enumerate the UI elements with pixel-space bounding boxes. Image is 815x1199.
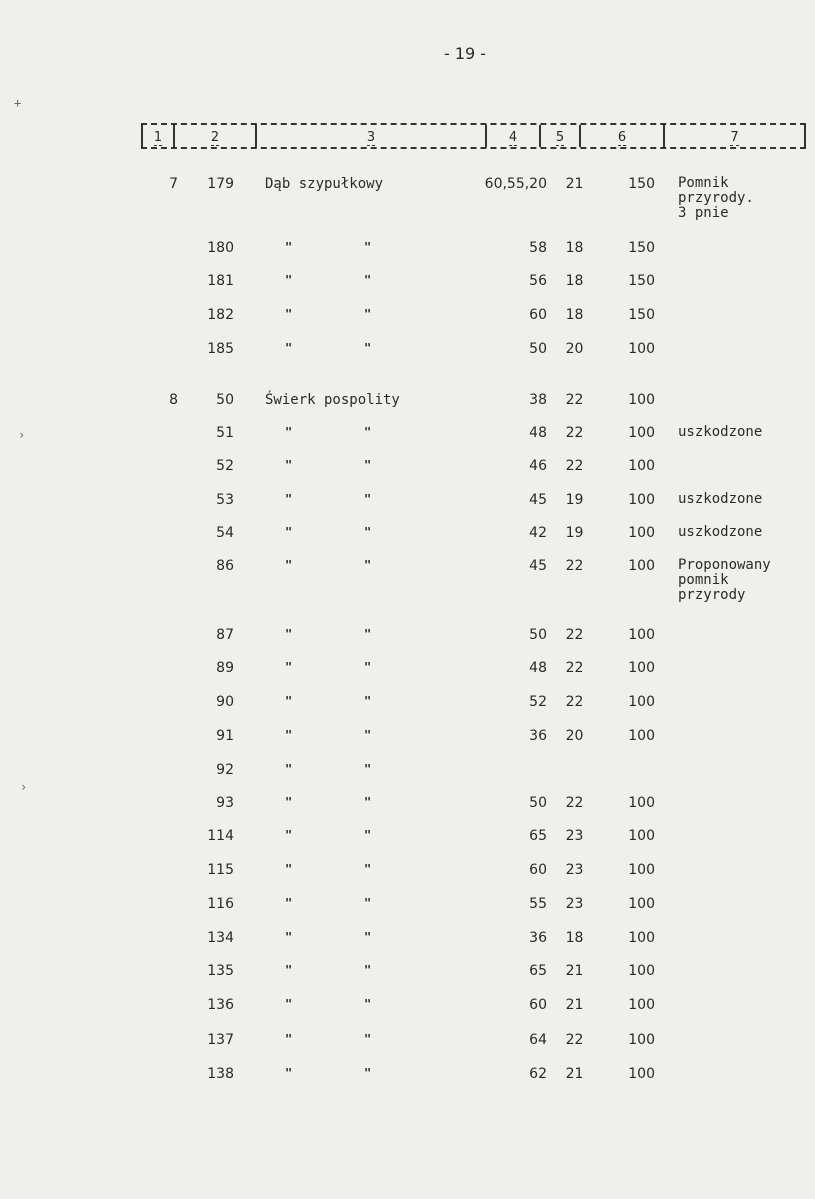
circumference-cell: 60,55,20 — [484, 176, 547, 192]
circumference-cell: 64 — [529, 1032, 547, 1048]
tree-number-cell: 92 — [216, 762, 234, 778]
table-row — [0, 341, 815, 361]
tree-number-cell: 134 — [207, 930, 234, 946]
tree-number-cell: 138 — [207, 1066, 234, 1082]
ditto-mark: " — [285, 273, 293, 287]
tree-number-cell: 180 — [207, 240, 234, 256]
ditto-mark: " — [364, 558, 372, 572]
ditto-mark: " — [364, 240, 372, 254]
circumference-cell: 48 — [529, 660, 547, 676]
tree-number-cell: 114 — [207, 828, 234, 844]
age-cell: 100 — [628, 963, 655, 979]
table-row — [0, 997, 815, 1017]
header-cell-4: 4 — [487, 125, 541, 147]
remarks-cell — [678, 492, 762, 507]
ditto-mark: " — [364, 862, 372, 876]
height-cell: 21 — [565, 176, 584, 192]
circumference-cell: 60 — [529, 862, 547, 878]
species-cell: Dąb szypułkowy — [265, 176, 384, 192]
age-cell: 100 — [628, 1066, 655, 1082]
age-cell: 100 — [628, 341, 655, 357]
age-cell: 100 — [628, 862, 655, 878]
ditto-mark: " — [285, 728, 293, 742]
tree-number-cell: 181 — [207, 273, 234, 289]
ditto-mark: " — [364, 492, 372, 506]
age-cell: 100 — [628, 694, 655, 710]
tree-number-cell: 52 — [216, 458, 234, 474]
ditto-mark: " — [285, 795, 293, 809]
table-row — [0, 425, 815, 445]
height-cell: 22 — [565, 795, 584, 811]
circumference-cell: 65 — [529, 828, 547, 844]
age-cell: 100 — [628, 425, 655, 441]
ditto-mark: " — [285, 828, 293, 842]
circumference-cell: 48 — [529, 425, 547, 441]
circumference-cell: 56 — [529, 273, 547, 289]
tree-number-cell: 93 — [216, 795, 234, 811]
age-cell: 100 — [628, 458, 655, 474]
header-cell-5: 5 — [541, 125, 581, 147]
circumference-cell: 50 — [529, 627, 547, 643]
circumference-cell: 50 — [529, 341, 547, 357]
tree-number-cell: 179 — [207, 176, 234, 192]
ditto-mark: " — [364, 762, 372, 776]
circumference-cell: 36 — [529, 728, 547, 744]
table-row — [0, 240, 815, 260]
species-cell: Świerk pospolity — [265, 392, 400, 408]
height-cell: 21 — [565, 997, 584, 1013]
tree-number-cell: 53 — [216, 492, 234, 508]
circumference-cell: 45 — [529, 558, 547, 574]
table-row — [0, 963, 815, 983]
table-row — [0, 273, 815, 293]
table-row — [0, 728, 815, 748]
ditto-mark: " — [364, 660, 372, 674]
circumference-cell: 58 — [529, 240, 547, 256]
ditto-mark: " — [285, 341, 293, 355]
height-cell: 22 — [565, 627, 584, 643]
page-number: - 19 - — [443, 44, 487, 63]
height-cell: 23 — [565, 896, 584, 912]
height-cell: 22 — [565, 1032, 584, 1048]
tree-number-cell: 87 — [216, 627, 234, 643]
remarks-line: Proponowany — [678, 557, 771, 573]
ditto-mark: " — [364, 694, 372, 708]
circumference-cell: 46 — [529, 458, 547, 474]
tree-number-cell: 115 — [207, 862, 234, 878]
age-cell: 100 — [628, 525, 655, 541]
height-cell: 23 — [565, 828, 584, 844]
remarks-cell — [678, 425, 762, 440]
height-cell: 20 — [565, 341, 584, 357]
circumference-cell: 55 — [529, 896, 547, 912]
ditto-mark: " — [285, 492, 293, 506]
ditto-mark: " — [364, 896, 372, 910]
ditto-mark: " — [364, 728, 372, 742]
tree-number-cell: 51 — [216, 425, 234, 441]
circumference-cell: 60 — [529, 997, 547, 1013]
age-cell: 100 — [628, 558, 655, 574]
height-cell: 22 — [565, 660, 584, 676]
ditto-mark: " — [285, 930, 293, 944]
remarks-line: pomnik — [678, 572, 729, 588]
table-row — [0, 525, 815, 545]
circumference-cell: 38 — [529, 392, 547, 408]
remarks-cell — [678, 558, 771, 603]
ditto-mark: " — [285, 963, 293, 977]
remarks-line: uszkodzone — [678, 424, 763, 440]
ditto-mark: " — [285, 307, 293, 321]
table-row — [0, 862, 815, 882]
age-cell: 100 — [628, 728, 655, 744]
table-row — [0, 392, 815, 412]
ditto-mark: " — [285, 1032, 293, 1046]
circumference-cell: 65 — [529, 963, 547, 979]
height-cell: 23 — [565, 862, 584, 878]
lp-cell: 8 — [169, 392, 178, 408]
tree-number-cell: 136 — [207, 997, 234, 1013]
table-row — [0, 627, 815, 647]
ditto-mark: " — [364, 1032, 372, 1046]
ditto-mark: " — [285, 558, 293, 572]
ditto-mark: " — [285, 1066, 293, 1080]
height-cell: 19 — [565, 492, 584, 508]
table-row — [0, 694, 815, 714]
height-cell: 22 — [565, 694, 584, 710]
header-cell-2: 2 — [175, 125, 257, 147]
ditto-mark: " — [285, 762, 293, 776]
height-cell: 18 — [565, 930, 584, 946]
remarks-line: przyrody — [678, 587, 746, 603]
margin-mark: + — [14, 96, 22, 110]
circumference-cell: 36 — [529, 930, 547, 946]
height-cell: 18 — [565, 273, 584, 289]
table-row — [0, 930, 815, 950]
height-cell: 21 — [565, 1066, 584, 1082]
ditto-mark: " — [364, 627, 372, 641]
remarks-cell — [678, 176, 754, 221]
header-cell-1: 1 — [143, 125, 175, 147]
margin-mark: › — [18, 428, 26, 442]
ditto-mark: " — [364, 341, 372, 355]
tree-number-cell: 50 — [216, 392, 234, 408]
remarks-line: Pomnik — [678, 175, 729, 191]
tree-number-cell: 86 — [216, 558, 234, 574]
age-cell: 150 — [628, 240, 655, 256]
table-row — [0, 557, 815, 603]
circumference-cell: 60 — [529, 307, 547, 323]
table-row — [0, 492, 815, 512]
height-cell: 22 — [565, 558, 584, 574]
lp-cell: 7 — [169, 176, 178, 192]
table-row — [0, 307, 815, 327]
table-row — [0, 1032, 815, 1052]
height-cell: 18 — [565, 307, 584, 323]
age-cell: 100 — [628, 997, 655, 1013]
table-row — [0, 762, 815, 782]
ditto-mark: " — [364, 273, 372, 287]
age-cell: 100 — [628, 1032, 655, 1048]
age-cell: 100 — [628, 627, 655, 643]
ditto-mark: " — [285, 896, 293, 910]
height-cell: 19 — [565, 525, 584, 541]
remarks-line: 3 pnie — [678, 205, 729, 221]
tree-number-cell: 137 — [207, 1032, 234, 1048]
ditto-mark: " — [364, 828, 372, 842]
circumference-cell: 50 — [529, 795, 547, 811]
height-cell: 18 — [565, 240, 584, 256]
ditto-mark: " — [364, 458, 372, 472]
tree-number-cell: 185 — [207, 341, 234, 357]
table-row — [0, 1066, 815, 1086]
tree-number-cell: 135 — [207, 963, 234, 979]
ditto-mark: " — [285, 525, 293, 539]
tree-number-cell: 54 — [216, 525, 234, 541]
table-row — [0, 896, 815, 916]
ditto-mark: " — [285, 240, 293, 254]
age-cell: 100 — [628, 392, 655, 408]
height-cell: 22 — [565, 458, 584, 474]
tree-number-cell: 182 — [207, 307, 234, 323]
ditto-mark: " — [285, 862, 293, 876]
age-cell: 100 — [628, 795, 655, 811]
age-cell: 150 — [628, 176, 655, 192]
remarks-cell — [678, 525, 762, 540]
ditto-mark: " — [364, 425, 372, 439]
tree-number-cell: 89 — [216, 660, 234, 676]
height-cell: 22 — [565, 425, 584, 441]
ditto-mark: " — [364, 795, 372, 809]
ditto-mark: " — [285, 997, 293, 1011]
header-cell-3: 3 — [257, 125, 487, 147]
circumference-cell: 62 — [529, 1066, 547, 1082]
circumference-cell: 52 — [529, 694, 547, 710]
ditto-mark: " — [285, 425, 293, 439]
ditto-mark: " — [364, 1066, 372, 1080]
ditto-mark: " — [364, 930, 372, 944]
remarks-line: przyrody. — [678, 190, 754, 206]
height-cell: 20 — [565, 728, 584, 744]
table-row — [0, 795, 815, 815]
age-cell: 100 — [628, 828, 655, 844]
remarks-line: uszkodzone — [678, 491, 763, 507]
age-cell: 100 — [628, 492, 655, 508]
ditto-mark: " — [364, 307, 372, 321]
height-cell: 22 — [565, 392, 584, 408]
age-cell: 100 — [628, 930, 655, 946]
ditto-mark: " — [285, 627, 293, 641]
table-row — [0, 660, 815, 680]
ditto-mark: " — [364, 963, 372, 977]
tree-number-cell: 90 — [216, 694, 234, 710]
margin-mark: › — [20, 780, 28, 794]
height-cell: 21 — [565, 963, 584, 979]
circumference-cell: 42 — [529, 525, 547, 541]
table-header — [141, 123, 806, 149]
header-cell-7: 7 — [730, 130, 739, 145]
tree-number-cell: 91 — [216, 728, 234, 744]
circumference-cell: 45 — [529, 492, 547, 508]
ditto-mark: " — [285, 694, 293, 708]
table-row — [0, 458, 815, 478]
age-cell: 100 — [628, 660, 655, 676]
header-cell-6: 6 — [581, 125, 665, 147]
remarks-line: uszkodzone — [678, 524, 763, 540]
table-row — [0, 828, 815, 848]
age-cell: 100 — [628, 896, 655, 912]
ditto-mark: " — [285, 660, 293, 674]
tree-number-cell: 116 — [207, 896, 234, 912]
ditto-mark: " — [364, 525, 372, 539]
ditto-mark: " — [364, 997, 372, 1011]
age-cell: 150 — [628, 307, 655, 323]
table-row — [0, 175, 815, 221]
ditto-mark: " — [285, 458, 293, 472]
age-cell: 150 — [628, 273, 655, 289]
